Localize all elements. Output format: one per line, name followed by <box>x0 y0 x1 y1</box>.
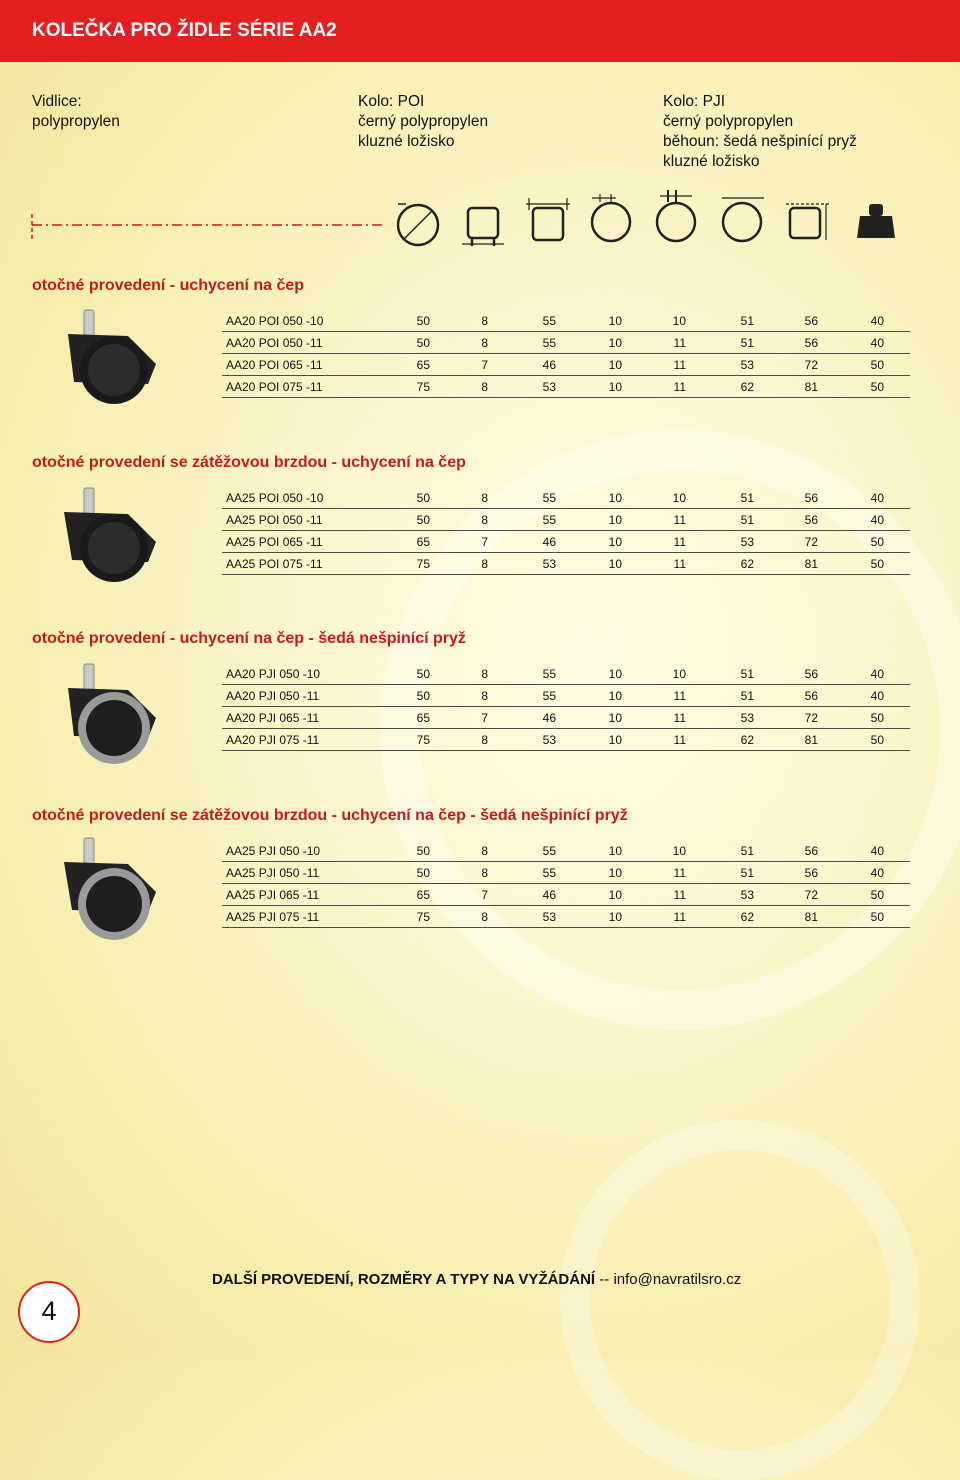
table-cell: 11 <box>673 733 686 747</box>
product-code: AA20 PJI 050 -11 <box>226 689 320 703</box>
table-cell: 50 <box>870 535 884 549</box>
table-cell: 8 <box>481 513 488 527</box>
table-cell: 56 <box>804 866 818 880</box>
fork-height-icon <box>786 204 830 240</box>
table-cell: 55 <box>542 844 556 858</box>
table-cell: 40 <box>870 314 884 328</box>
table-cell: 50 <box>416 336 430 350</box>
table-cell: 55 <box>542 336 556 350</box>
table-cell: 81 <box>804 733 818 747</box>
table-cell: 10 <box>608 689 622 703</box>
table-cell: 46 <box>542 711 556 725</box>
table-row <box>222 840 910 862</box>
table-cell: 55 <box>542 513 556 527</box>
table-row <box>222 354 910 376</box>
table-cell: 50 <box>416 314 430 328</box>
spec-poi-line: Kolo: POI <box>358 93 425 110</box>
table-cell: 11 <box>673 336 686 350</box>
table-cell: 11 <box>673 711 686 725</box>
table-cell: 50 <box>870 733 884 747</box>
page-title: KOLEČKA PRO ŽIDLE SÉRIE AA2 <box>32 20 337 41</box>
table-cell: 53 <box>740 711 754 725</box>
table-cell: 53 <box>542 733 556 747</box>
table-cell: 55 <box>542 667 556 681</box>
table-row <box>222 729 910 751</box>
table-cell: 10 <box>608 733 622 747</box>
product-code: AA20 POI 050 -10 <box>226 314 324 328</box>
table-cell: 72 <box>804 888 818 902</box>
table-cell: 10 <box>608 844 622 858</box>
table-cell: 7 <box>481 535 488 549</box>
table-cell: 8 <box>481 557 488 571</box>
table-cell: 51 <box>740 866 754 880</box>
table-cell: 50 <box>416 866 430 880</box>
caster-brake-product-image <box>58 484 168 584</box>
table-cell: 81 <box>804 557 818 571</box>
spec-pji-line: běhoun: šedá nešpinící pryž <box>663 133 857 150</box>
caster-brake-grey-tread-product-image <box>58 834 168 946</box>
table-cell: 56 <box>804 844 818 858</box>
table-cell: 62 <box>740 733 754 747</box>
section-title: otočné provedení - uchycení na čep <box>32 277 305 294</box>
table-cell: 40 <box>870 513 884 527</box>
table-cell: 56 <box>804 689 818 703</box>
product-code: AA20 POI 065 -11 <box>226 358 323 372</box>
table-cell: 55 <box>542 689 556 703</box>
table-cell: 40 <box>870 689 884 703</box>
table-cell: 56 <box>804 314 818 328</box>
product-code: AA25 PJI 075 -11 <box>226 910 320 924</box>
table-cell: 72 <box>804 358 818 372</box>
product-code: AA20 PJI 050 -10 <box>226 667 321 681</box>
table-cell: 50 <box>416 513 430 527</box>
spec-pji-line: černý polypropylen <box>663 113 794 130</box>
table-cell: 8 <box>481 689 488 703</box>
table-row <box>222 707 910 729</box>
product-code: AA20 POI 075 -11 <box>226 380 323 394</box>
table-cell: 8 <box>481 733 488 747</box>
spec-wheel-pji <box>663 92 857 172</box>
section-title: otočné provedení se zátěžovou brzdou - uchycení na čep <box>32 454 466 471</box>
product-code: AA20 PJI 075 -11 <box>226 733 320 747</box>
title-bar <box>0 0 960 62</box>
spec-poi-line: kluzné ložisko <box>358 133 455 150</box>
table-row <box>222 376 910 398</box>
table-cell: 65 <box>416 535 430 549</box>
spec-wheel-poi <box>358 92 488 152</box>
table-cell: 51 <box>740 491 754 505</box>
table-cell: 56 <box>804 667 818 681</box>
table-row <box>222 906 910 928</box>
offset-icon <box>592 194 630 241</box>
table-cell: 50 <box>870 888 884 902</box>
table-cell: 10 <box>672 844 686 858</box>
table-cell: 56 <box>804 336 818 350</box>
pin-length-icon <box>722 198 764 241</box>
table-cell: 8 <box>481 844 488 858</box>
table-cell: 75 <box>416 910 430 924</box>
table-row <box>222 509 910 531</box>
table-row <box>222 531 910 553</box>
table-cell: 10 <box>608 557 622 571</box>
table-cell: 10 <box>608 535 622 549</box>
table-cell: 10 <box>608 667 622 681</box>
table-cell: 53 <box>740 535 754 549</box>
table-row <box>222 310 910 332</box>
background-ring-small <box>560 1120 920 1480</box>
table-cell: 7 <box>481 711 488 725</box>
table-cell: 10 <box>672 667 686 681</box>
table-cell: 40 <box>870 866 884 880</box>
table-cell: 50 <box>870 358 884 372</box>
table-cell: 11 <box>673 689 686 703</box>
table-cell: 50 <box>870 910 884 924</box>
table-cell: 50 <box>870 557 884 571</box>
caster-grey-tread-product-image <box>58 660 168 768</box>
table-cell: 11 <box>673 535 686 549</box>
table-row <box>222 487 910 509</box>
table-cell: 72 <box>804 535 818 549</box>
table-row <box>222 685 910 707</box>
table-cell: 50 <box>416 689 430 703</box>
product-table <box>222 487 910 575</box>
spec-fork-line: Vidlice: <box>32 93 82 110</box>
footer-text: DALŠÍ PROVEDENÍ, ROZMĚRY A TYPY NA VYŽÁDÁNÍ <box>212 1271 596 1288</box>
table-cell: 46 <box>542 888 556 902</box>
table-row <box>222 663 910 685</box>
table-cell: 10 <box>608 513 622 527</box>
section-title: otočné provedení se zátěžovou brzdou - uchycení na čep - šedá nešpinící pryž <box>32 807 628 824</box>
wheel-diameter-icon <box>398 204 438 245</box>
table-cell: 10 <box>608 358 622 372</box>
table-cell: 10 <box>608 336 622 350</box>
table-cell: 40 <box>870 336 884 350</box>
table-cell: 50 <box>416 667 430 681</box>
table-cell: 11 <box>673 557 686 571</box>
table-cell: 53 <box>740 358 754 372</box>
table-cell: 11 <box>673 513 686 527</box>
caster-product-image <box>58 306 168 406</box>
table-cell: 81 <box>804 910 818 924</box>
footer-separator: -- <box>599 1271 610 1288</box>
product-code: AA25 POI 075 -11 <box>226 557 323 571</box>
table-cell: 11 <box>673 380 686 394</box>
table-cell: 51 <box>740 314 754 328</box>
spec-pji-line: kluzné ložisko <box>663 153 760 170</box>
table-cell: 51 <box>740 336 754 350</box>
table-cell: 55 <box>542 866 556 880</box>
pin-diameter-icon <box>657 190 695 241</box>
table-cell: 10 <box>608 711 622 725</box>
spec-fork <box>32 92 120 132</box>
page-number: 4 <box>41 1296 57 1326</box>
spec-fork-line: polypropylen <box>32 113 120 130</box>
table-cell: 50 <box>416 844 430 858</box>
table-cell: 7 <box>481 888 488 902</box>
table-cell: 75 <box>416 733 430 747</box>
table-cell: 51 <box>740 689 754 703</box>
table-cell: 8 <box>481 314 488 328</box>
table-cell: 8 <box>481 667 488 681</box>
table-cell: 46 <box>542 358 556 372</box>
table-cell: 56 <box>804 513 818 527</box>
table-cell: 81 <box>804 380 818 394</box>
table-cell: 10 <box>608 888 622 902</box>
table-cell: 8 <box>481 491 488 505</box>
table-cell: 72 <box>804 711 818 725</box>
page-number-badge <box>18 1281 80 1343</box>
table-cell: 62 <box>740 557 754 571</box>
table-cell: 10 <box>608 910 622 924</box>
table-cell: 7 <box>481 358 488 372</box>
product-code: AA25 POI 065 -11 <box>226 535 323 549</box>
product-code: AA20 PJI 065 -11 <box>226 711 320 725</box>
table-cell: 11 <box>673 888 686 902</box>
table-cell: 53 <box>542 380 556 394</box>
table-cell: 10 <box>608 866 622 880</box>
table-cell: 53 <box>542 557 556 571</box>
spec-poi-line: černý polypropylen <box>358 113 489 130</box>
table-cell: 53 <box>542 910 556 924</box>
table-cell: 8 <box>481 866 488 880</box>
table-cell: 10 <box>672 491 686 505</box>
table-row <box>222 553 910 575</box>
table-cell: 51 <box>740 844 754 858</box>
table-cell: 62 <box>740 910 754 924</box>
table-cell: 55 <box>542 314 556 328</box>
table-cell: 8 <box>481 336 488 350</box>
product-code: AA25 PJI 050 -10 <box>226 844 321 858</box>
table-cell: 53 <box>740 888 754 902</box>
fork-width-icon <box>462 208 504 246</box>
table-cell: 40 <box>870 491 884 505</box>
table-cell: 8 <box>481 380 488 394</box>
table-cell: 40 <box>870 667 884 681</box>
table-cell: 10 <box>608 491 622 505</box>
table-cell: 55 <box>542 491 556 505</box>
table-cell: 65 <box>416 888 430 902</box>
table-cell: 50 <box>870 380 884 394</box>
footer-email[interactable]: info@navratilsro.cz <box>613 1271 742 1288</box>
table-row <box>222 332 910 354</box>
table-row <box>222 862 910 884</box>
table-cell: 8 <box>481 910 488 924</box>
table-cell: 62 <box>740 380 754 394</box>
product-table <box>222 310 910 398</box>
table-cell: 46 <box>542 535 556 549</box>
table-cell: 10 <box>608 380 622 394</box>
table-cell: 50 <box>870 711 884 725</box>
table-cell: 10 <box>672 314 686 328</box>
footer <box>212 1271 741 1288</box>
table-row <box>222 884 910 906</box>
dimension-icons-row <box>0 180 960 250</box>
table-cell: 11 <box>673 910 686 924</box>
tread-width-icon <box>526 198 570 240</box>
load-weight-icon <box>857 204 895 238</box>
table-cell: 11 <box>673 358 686 372</box>
product-code: AA25 POI 050 -11 <box>226 513 323 527</box>
section-title: otočné provedení - uchycení na čep - šedá nešpinící pryž <box>32 630 466 647</box>
product-code: AA25 POI 050 -10 <box>226 491 324 505</box>
spec-pji-line: Kolo: PJI <box>663 93 726 110</box>
table-cell: 56 <box>804 491 818 505</box>
table-cell: 10 <box>608 314 622 328</box>
table-cell: 75 <box>416 557 430 571</box>
product-code: AA25 PJI 050 -11 <box>226 866 320 880</box>
table-cell: 51 <box>740 667 754 681</box>
table-cell: 51 <box>740 513 754 527</box>
product-table <box>222 663 910 751</box>
product-code: AA25 PJI 065 -11 <box>226 888 320 902</box>
table-cell: 40 <box>870 844 884 858</box>
product-table <box>222 840 910 928</box>
table-cell: 75 <box>416 380 430 394</box>
table-cell: 11 <box>673 866 686 880</box>
product-code: AA20 POI 050 -11 <box>226 336 323 350</box>
table-cell: 65 <box>416 711 430 725</box>
table-cell: 50 <box>416 491 430 505</box>
table-cell: 65 <box>416 358 430 372</box>
